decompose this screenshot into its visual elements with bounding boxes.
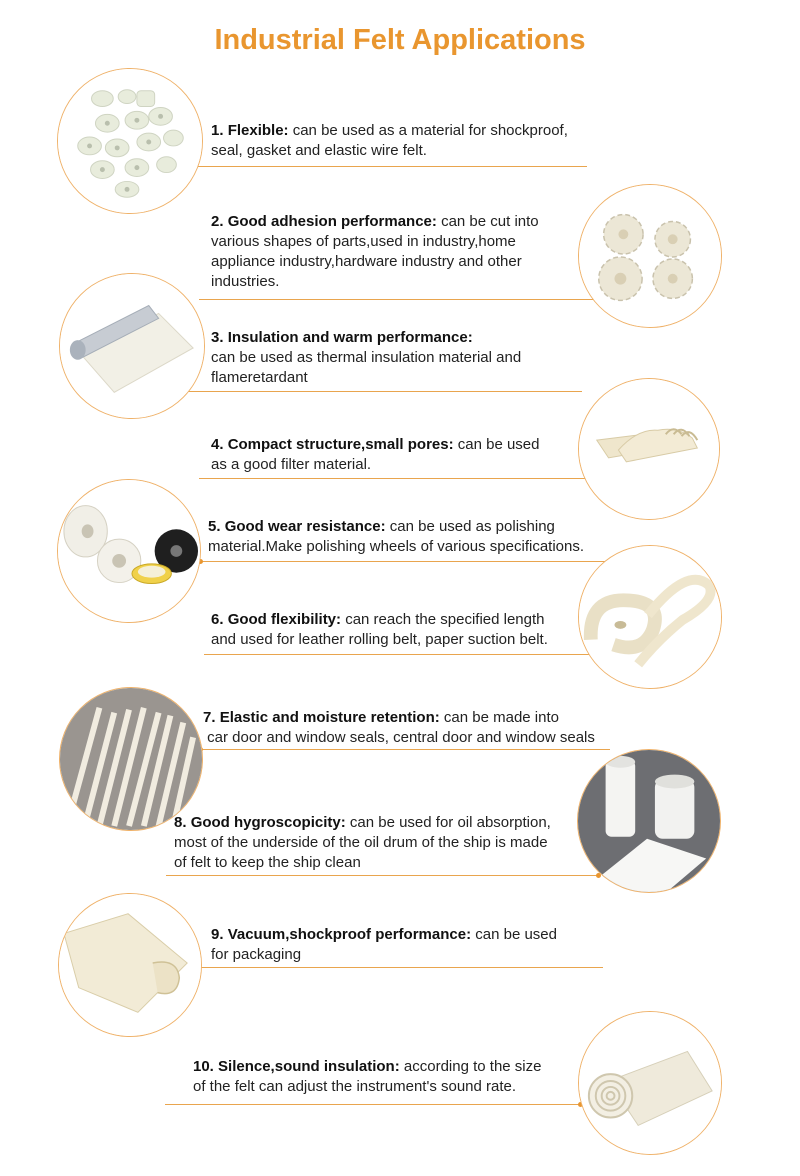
polishing-wheels-icon [58, 480, 200, 622]
felt-washers-photo [57, 68, 203, 214]
sound-felt-roll-icon [579, 1012, 721, 1154]
filter-felt-sheets-icon [579, 379, 719, 519]
packaging-felt-roll-icon [59, 894, 201, 1036]
polishing-wheels-photo [57, 479, 201, 623]
feature-desc-line: of felt to keep the ship clean [174, 854, 361, 871]
feature-number: 7. [203, 709, 216, 726]
divider-line [165, 1104, 580, 1105]
feature-desc-line: various shapes of parts,used in industry,home [211, 233, 516, 250]
feature-number: 8. [174, 814, 187, 831]
feature-heading: Good flexibility: [227, 611, 342, 628]
feature-desc-line: can be cut into [441, 213, 539, 230]
felt-strips-icon [60, 688, 202, 830]
feature-desc-line: can be used as thermal insulation material and [211, 349, 522, 366]
feature-desc-line: material.Make polishing wheels of various specifications. [208, 538, 585, 555]
feature-text-8 [174, 813, 584, 873]
feature-text-5 [208, 517, 618, 557]
feature-number: 10. [193, 1058, 214, 1075]
felt-strips-photo [59, 687, 203, 831]
divider-line [200, 561, 610, 562]
sound-felt-roll-photo [578, 1011, 722, 1155]
divider-line [199, 478, 600, 479]
divider-line [166, 875, 598, 876]
feature-heading: Silence,sound insulation: [218, 1058, 400, 1075]
feature-heading: Vacuum,shockproof performance: [227, 926, 472, 943]
feature-heading: Insulation and warm performance: [227, 329, 473, 346]
feature-text-10 [193, 1057, 593, 1097]
feature-desc-line: can be used [475, 926, 557, 943]
feature-desc-line: flameretardant [211, 369, 308, 386]
feature-desc-line: can be used for oil absorption, [349, 814, 551, 831]
feature-desc-line: can reach the specified length [345, 611, 545, 628]
feature-heading: Compact structure,small pores: [227, 436, 454, 453]
feature-desc-line: can be used [457, 436, 540, 453]
feature-number: 5. [208, 518, 221, 535]
feature-desc-line: can be used as a material for shockproof, [292, 122, 568, 139]
feature-text-6 [211, 610, 581, 650]
insulation-roll-icon [60, 274, 204, 418]
feature-desc-line: car door and window seals, central door and window seals [207, 729, 595, 746]
feature-number: 2. [211, 213, 224, 230]
felt-gears-icon [579, 185, 721, 327]
feature-desc-line: seal, gasket and elastic wire felt. [211, 142, 427, 159]
felt-belt-icon [579, 546, 721, 688]
packaging-felt-roll-photo [58, 893, 202, 1037]
feature-text-3 [211, 328, 581, 388]
feature-number: 1. [211, 122, 224, 139]
divider-line [178, 391, 582, 392]
feature-number: 3. [211, 329, 224, 346]
feature-desc-line: according to the size [403, 1058, 542, 1075]
feature-text-1 [211, 121, 611, 161]
page-title: Industrial Felt Applications [214, 24, 586, 56]
feature-desc-line: of the felt can adjust the instrument's sound rate. [193, 1078, 517, 1095]
feature-heading: Flexible: [227, 122, 289, 139]
feature-number: 6. [211, 611, 224, 628]
feature-desc-line: industries. [211, 273, 280, 290]
felt-gears-photo [578, 184, 722, 328]
divider-line [199, 299, 600, 300]
feature-text-7 [203, 708, 613, 748]
feature-heading: Good hygroscopicity: [190, 814, 346, 831]
feature-number: 9. [211, 926, 224, 943]
feature-text-4 [211, 435, 581, 475]
absorbent-felt-rolls-photo [577, 749, 721, 893]
feature-number: 4. [211, 436, 224, 453]
felt-belt-photo [578, 545, 722, 689]
feature-desc-line: and used for leather rolling belt, paper suction belt. [211, 631, 548, 648]
feature-desc-line: can be used as polishing [389, 518, 555, 535]
feature-desc-line: for packaging [211, 946, 302, 963]
feature-heading: Good wear resistance: [224, 518, 386, 535]
feature-text-9 [211, 925, 601, 965]
divider-line [200, 749, 610, 750]
insulation-roll-photo [59, 273, 205, 419]
feature-desc-line: as a good filter material. [211, 456, 372, 473]
feature-heading: Elastic and moisture retention: [219, 709, 440, 726]
divider-line [204, 654, 596, 655]
absorbent-felt-rolls-icon [578, 750, 720, 892]
felt-washers-icon [58, 69, 202, 213]
divider-line [178, 166, 587, 167]
filter-felt-sheets-photo [578, 378, 720, 520]
feature-desc-line: most of the underside of the oil drum of the ship is made [174, 834, 548, 851]
feature-text-2 [211, 212, 581, 292]
feature-desc-line: appliance industry,hardware industry and other [211, 253, 522, 270]
feature-heading: Good adhesion performance: [227, 213, 437, 230]
feature-desc-line: can be made into [443, 709, 559, 726]
divider-line [165, 967, 603, 968]
